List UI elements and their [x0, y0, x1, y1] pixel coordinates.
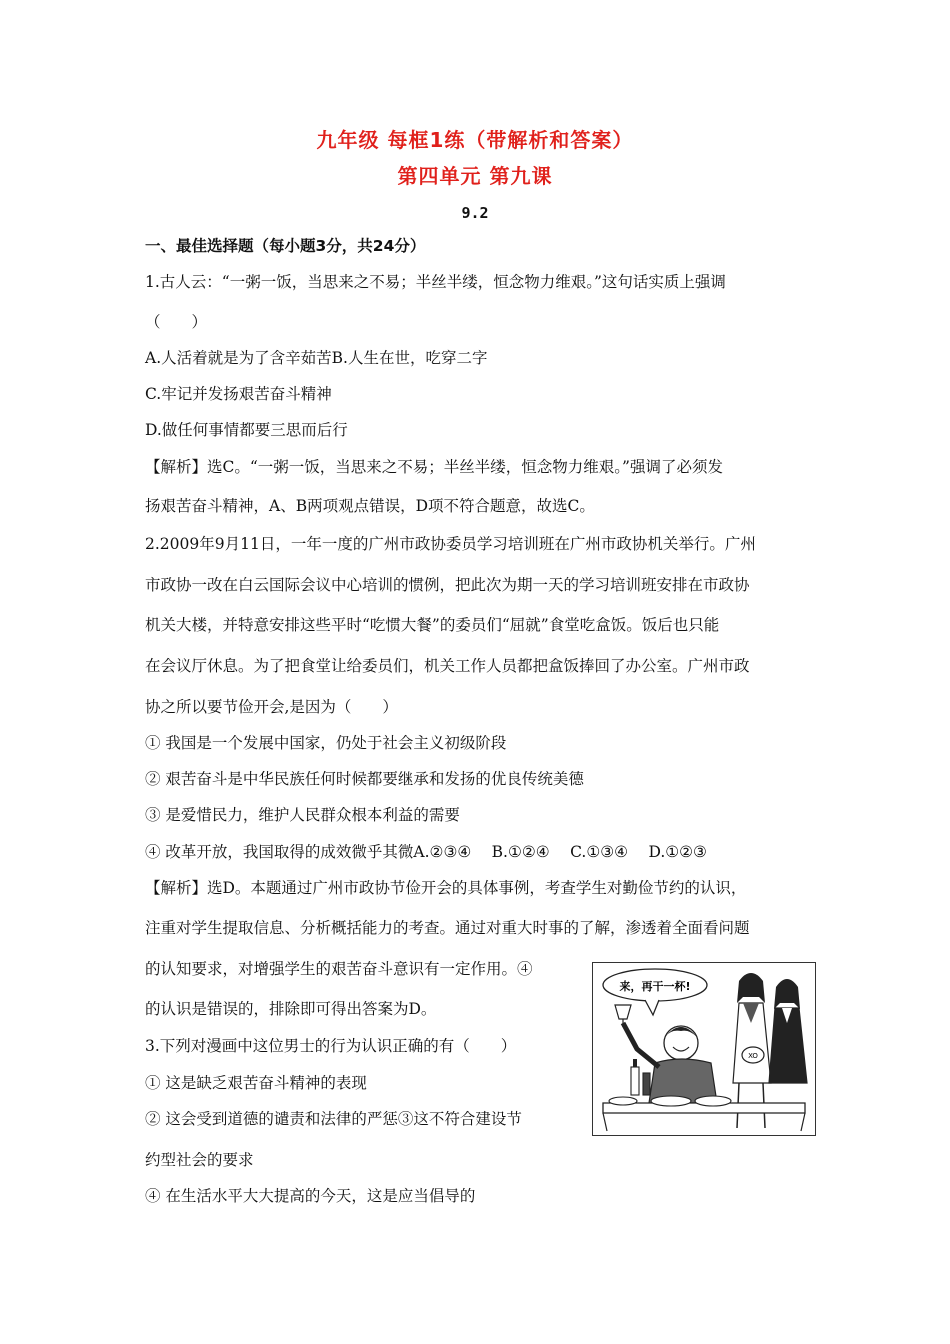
statement-2: ② 艰苦奋斗是中华民族任何时候都要继承和发扬的优良传统美德: [145, 770, 584, 788]
speech-bubble-text: 来，再干一杯!: [619, 980, 691, 993]
question-3-text: 3.下列对漫画中这位男士的行为认识正确的有（ ）: [145, 1037, 517, 1055]
statement-1: ① 我国是一个发展中国家，仍处于社会主义初级阶段: [145, 734, 507, 752]
q3-statement-1: ① 这是缺乏艰苦奋斗精神的表现: [145, 1074, 367, 1092]
question-2-line-5: 协之所以要节俭开会,是因为（ ）: [145, 698, 398, 716]
bottle-label: XO: [748, 1052, 758, 1060]
q3-statement-2-3: ② 这会受到道德的谴责和法律的严惩③这不符合建设节: [145, 1110, 522, 1128]
question-2-line-3: 机关大楼，并特意安排这些平时“吃惯大餐”的委员们“屈就”食堂吃盒饭。饭后也只能: [145, 616, 720, 634]
analysis-2-line-3: 的认知要求，对增强学生的艰苦奋斗意识有一定作用。④: [145, 960, 533, 978]
question-2-line-4: 在会议厅休息。为了把食堂让给委员们，机关工作人员都把盒饭捧回了办公室。广州市政: [145, 657, 750, 675]
answer-blank: （ ）: [145, 313, 208, 331]
section-heading: 一、最佳选择题（每小题3分，共24分）: [145, 237, 426, 255]
cartoon-illustration: [592, 962, 816, 1136]
document-title: 九年级 每框1练（带解析和答案）: [316, 128, 634, 152]
q3-statement-3-cont: 约型社会的要求: [145, 1151, 254, 1169]
option-ab: A.人活着就是为了含辛茹苦B.人生在世，吃穿二字: [145, 349, 488, 367]
question-2-line-2: 市政协一改在白云国际会议中心培训的惯例，把此次为期一天的学习培训班安排在市政协: [145, 576, 750, 594]
analysis-2-line-2: 注重对学生提取信息、分析概括能力的考查。通过对重大时事的了解，渗透着全面看问题: [145, 919, 750, 937]
statement-3: ③ 是爱惜民力，维护人民群众根本利益的需要: [145, 806, 460, 824]
section-number: 9.2: [461, 204, 489, 222]
option-c: C.牢记并发扬艰苦奋斗精神: [145, 385, 332, 403]
analysis-2-line-1: 【解析】选D。本题通过广州市政协节俭开会的具体事例，考查学生对勤俭节约的认识，: [145, 879, 747, 897]
analysis-2-line-4: 的认识是错误的，排除即可得出答案为D。: [145, 1000, 437, 1018]
statement-4-options: ④ 改革开放，我国取得的成效微乎其微A.②③④ B.①②④ C.①③④ D.①②③: [145, 843, 707, 861]
question-1-text: 1.古人云：“一粥一饭，当思来之不易；半丝半缕，恒念物力维艰。”这句话实质上强调: [145, 273, 726, 291]
cartoon-drawing: [593, 963, 815, 1135]
question-2-line-1: 2.2009年9月11日，一年一度的广州市政协委员学习培训班在广州市政协机关举行。广州: [145, 535, 756, 553]
q3-statement-4: ④ 在生活水平大大提高的今天，这是应当倡导的: [145, 1187, 476, 1205]
option-d: D.做任何事情都要三思而后行: [145, 421, 348, 439]
analysis-1-line-2: 扬艰苦奋斗精神，A、B两项观点错误，D项不符合题意，故选C。: [145, 497, 595, 515]
analysis-1-line-1: 【解析】选C。“一粥一饭，当思来之不易；半丝半缕，恒念物力维艰。”强调了必须发: [145, 458, 723, 476]
document-subtitle: 第四单元 第九课: [397, 164, 553, 188]
